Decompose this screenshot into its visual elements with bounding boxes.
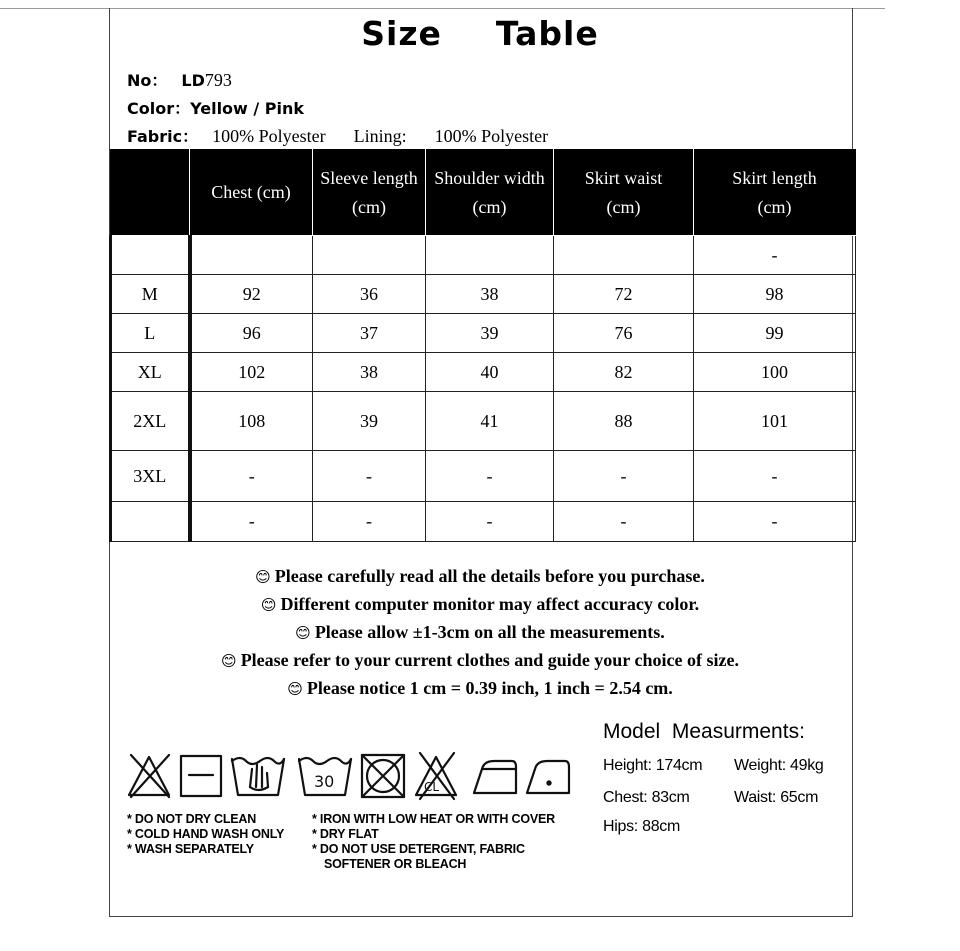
table-cell: - — [694, 236, 856, 275]
table-cell — [190, 236, 313, 275]
care-line: * IRON WITH LOW HEAT OR WITH COVER — [312, 812, 555, 826]
table-cell: 37 — [313, 314, 426, 353]
table-cell: 38 — [313, 353, 426, 392]
table-header-row — [111, 150, 856, 236]
table-cell — [554, 236, 694, 275]
care-symbols — [127, 751, 577, 803]
size-label: L — [111, 314, 190, 353]
care-line: * DRY FLAT — [312, 827, 379, 841]
table-row — [111, 275, 856, 314]
model-measurements-title: Model Measurments: — [603, 720, 805, 743]
note-line: 😊 Please carefully read all the details before you purchase. — [255, 566, 705, 586]
product-number: No： LD793 — [127, 70, 232, 90]
table-cell: - — [190, 451, 313, 502]
table-cell — [426, 236, 554, 275]
note-line: 😊 Please notice 1 cm = 0.39 inch, 1 inch = 2.54 cm. — [287, 678, 673, 698]
column-header-skirt-waist: Skirt waist (cm) — [554, 150, 694, 236]
table-cell: 36 — [313, 275, 426, 314]
iron-low-heat-icon — [474, 761, 516, 793]
hand-wash-icon — [232, 758, 284, 795]
table-cell: 101 — [694, 392, 856, 451]
table-cell: 38 — [426, 275, 554, 314]
table-cell: 100 — [694, 353, 856, 392]
table-cell: 102 — [190, 353, 313, 392]
no-tumble-dry-icon — [362, 755, 404, 797]
table-cell: - — [313, 451, 426, 502]
size-label: XL — [111, 353, 190, 392]
iron-icon — [527, 761, 569, 793]
care-line: SOFTENER OR BLEACH — [324, 857, 467, 871]
table-cell: 72 — [554, 275, 694, 314]
column-header-chest: Chest (cm) — [190, 150, 313, 236]
no-dry-clean-icon — [416, 753, 456, 799]
size-label — [111, 236, 190, 275]
table-cell: - — [694, 451, 856, 502]
model-height: Height: 174cm — [603, 757, 703, 774]
table-cell: 98 — [694, 275, 856, 314]
care-line: * COLD HAND WASH ONLY — [127, 827, 285, 841]
table-cell: - — [554, 451, 694, 502]
table-cell: 92 — [190, 275, 313, 314]
note-line: 😊 Please allow ±1-3cm on all the measurements. — [295, 622, 665, 642]
table-cell: 40 — [426, 353, 554, 392]
smiley-icon: 😊 — [287, 680, 303, 698]
table-cell: - — [190, 502, 313, 542]
product-color: Color：Yellow / Pink — [127, 99, 305, 118]
care-line: * DO NOT DRY CLEAN — [127, 812, 257, 826]
table-row — [111, 451, 856, 502]
table-cell: 99 — [694, 314, 856, 353]
dry-flat-icon — [181, 756, 221, 796]
note-line: 😊 Different computer monitor may affect accuracy color. — [260, 594, 700, 614]
model-hips: Hips: 88cm — [603, 818, 681, 835]
model-weight: Weight: 49kg — [734, 757, 824, 774]
size-table — [109, 149, 856, 542]
note-line: 😊 Please refer to your current clothes and guide your choice of size. — [221, 650, 739, 670]
no-bleach-icon — [129, 755, 169, 797]
table-row — [111, 353, 856, 392]
table-cell: 88 — [554, 392, 694, 451]
size-label: M — [111, 275, 190, 314]
column-header-sleeve: Sleeve length (cm) — [313, 150, 426, 236]
table-cell: - — [313, 502, 426, 542]
smiley-icon: 😊 — [221, 652, 237, 670]
table-cell: 76 — [554, 314, 694, 353]
table-cell — [313, 236, 426, 275]
table-row — [111, 236, 856, 275]
table-cell: - — [694, 502, 856, 542]
svg-text:30: 30 — [314, 772, 335, 791]
column-header-shoulder: Shoulder width (cm) — [426, 150, 554, 236]
smiley-icon: 😊 — [295, 624, 311, 642]
table-cell: 82 — [554, 353, 694, 392]
size-label — [111, 502, 190, 542]
column-header-size — [111, 150, 190, 236]
care-line: * DO NOT USE DETERGENT, FABRIC — [312, 842, 525, 856]
care-instructions-right — [312, 812, 555, 872]
smiley-icon: 😊 — [255, 568, 271, 586]
table-cell: - — [426, 451, 554, 502]
table-row — [111, 502, 856, 542]
svg-text:CL: CL — [424, 780, 440, 794]
table-cell: 39 — [313, 392, 426, 451]
size-label: 2XL — [111, 392, 190, 451]
product-fabric: Fabric： 100% Polyester Lining: 100% Polyester — [127, 126, 549, 146]
table-cell: 108 — [190, 392, 313, 451]
purchase-notes — [0, 562, 960, 702]
column-header-skirt-length: Skirt length (cm) — [694, 150, 856, 236]
wash-30-icon — [299, 758, 351, 795]
table-cell: 41 — [426, 392, 554, 451]
care-line: * WASH SEPARATELY — [127, 842, 254, 856]
model-chest: Chest: 83cm — [603, 789, 690, 806]
page-title: Size Table — [361, 14, 599, 53]
table-cell: 39 — [426, 314, 554, 353]
table-row — [111, 392, 856, 451]
size-label: 3XL — [111, 451, 190, 502]
model-waist: Waist: 65cm — [734, 789, 819, 806]
smiley-icon: 😊 — [260, 596, 277, 614]
table-row — [111, 314, 856, 353]
care-instructions-left — [127, 812, 284, 857]
table-cell: - — [426, 502, 554, 542]
table-cell: 96 — [190, 314, 313, 353]
table-cell: - — [554, 502, 694, 542]
